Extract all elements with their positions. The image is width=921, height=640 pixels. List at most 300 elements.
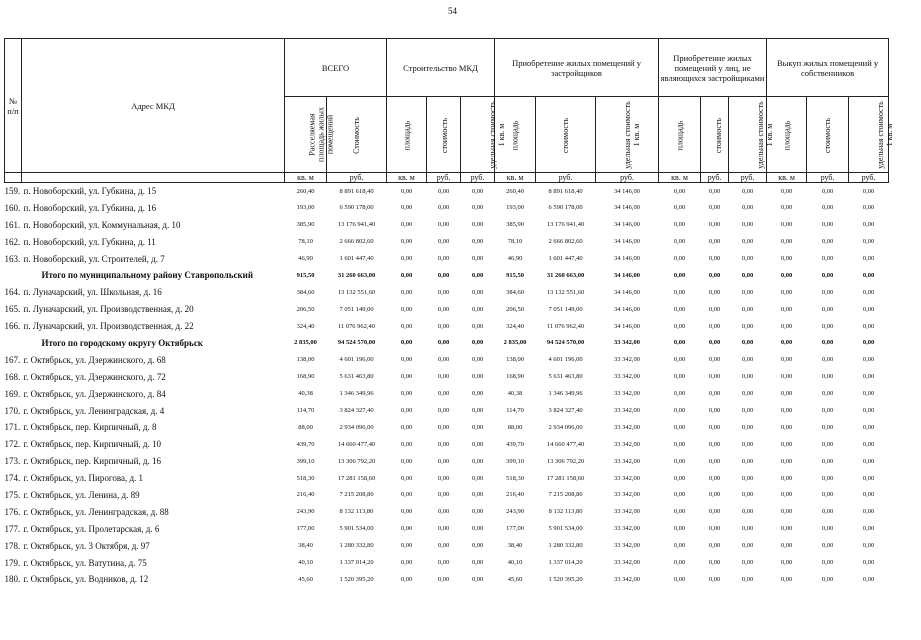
value-cell: 439,70 [506,440,524,448]
value-cell: 0,00 [437,491,450,499]
subheader-cost: стоимость [427,97,461,173]
value-cell: 0,00 [821,542,834,550]
value-cell: 0,00 [400,271,413,279]
value-cell: 0,00 [741,457,754,465]
subheader-cost-total: Стоимость [327,97,387,173]
value-cell: 8 891 618,40 [548,187,583,195]
value-cell: 0,00 [437,238,450,246]
value-cell: 0,00 [400,575,413,583]
value-cell: 2 835,00 [503,339,527,347]
value-cell: 0,00 [471,457,484,465]
value-cell: 0,00 [741,187,754,195]
table-row [5,470,889,487]
units-blank [5,173,22,183]
value-cell: 0,00 [708,474,721,482]
value-cell: 0,00 [471,474,484,482]
value-cell: 0,00 [708,390,721,398]
address-cell: п. Новоборский, ул. Губкина, д. 11 [23,236,156,247]
unit-label: руб. [729,173,767,183]
subheader-area: площадь [495,97,536,173]
value-cell: 0,00 [862,305,875,313]
page-number: 54 [448,6,457,16]
value-cell: 216,40 [296,491,315,499]
value-cell: 0,00 [780,204,793,212]
value-cell: 14 660 477,40 [546,440,585,448]
value-cell: 13 132 551,60 [546,288,585,296]
address-cell: п. Новоборский, ул. Губкина, д. 15 [23,186,157,197]
value-cell: 0,00 [673,542,686,550]
value-cell: 0,00 [862,390,875,398]
value-cell: 0,00 [780,474,793,482]
address-cell: г. Октябрьск, ул. Ленинградская, д. 4 [23,405,165,416]
value-cell: 40,10 [298,559,313,567]
value-cell: 0,00 [673,356,686,364]
value-cell: 17 281 158,60 [337,474,376,482]
value-cell: 33 342,00 [614,457,641,465]
value-cell: 0,00 [673,339,686,347]
value-cell: 0,00 [673,575,686,583]
value-cell: 0,00 [437,322,450,330]
value-cell: 0,00 [708,525,721,533]
value-cell: 168,90 [506,373,524,381]
address-cell: г. Октябрьск, ул. 3 Октября, д. 97 [23,540,150,551]
value-cell: 0,00 [780,373,793,381]
value-cell: 0,00 [437,575,450,583]
unit-label: руб. [427,173,461,183]
value-cell: 8 891 618,40 [339,187,374,195]
value-cell: 0,00 [862,491,875,499]
value-cell: 0,00 [708,407,721,415]
value-cell: 33 342,00 [614,407,641,415]
value-cell: 193,00 [296,204,315,212]
table-row [5,368,889,385]
row-number: 168. [4,371,21,382]
value-cell: 384,60 [506,288,524,296]
value-cell: 0,00 [862,339,875,347]
table-row [5,503,889,520]
value-cell: 0,00 [400,559,413,567]
value-cell: 0,00 [471,542,484,550]
value-cell: 33 342,00 [614,423,641,431]
subheader-cost: стоимость [701,97,729,173]
unit-label: руб. [849,173,889,183]
subheader-area: площадь [659,97,701,173]
value-cell: 40,38 [298,390,313,398]
value-cell: 0,00 [741,322,754,330]
table-row [5,571,889,588]
value-cell: 177,00 [296,525,315,533]
table-body [5,183,889,588]
value-cell: 2 934 096,00 [548,423,583,431]
table-row [5,351,889,368]
subtotal-label: Итого по муниципальному району Ставропольский [41,270,254,281]
value-cell: 0,00 [708,423,721,431]
value-cell: 0,00 [780,339,793,347]
value-cell: 33 342,00 [614,390,641,398]
value-cell: 38,40 [507,542,523,550]
row-number: 175. [4,489,21,500]
value-cell: 11 076 962,40 [546,322,585,330]
value-cell: 33 342,00 [614,575,641,583]
row-number: 161. [4,219,21,230]
value-cell: 0,00 [862,271,875,279]
table-row [5,487,889,504]
table-row [5,385,889,402]
value-cell: 0,00 [673,559,686,567]
value-cell: 0,00 [708,238,721,246]
row-number: 167. [4,354,21,365]
value-cell: 88,00 [298,423,313,431]
value-cell: 0,00 [400,187,413,195]
subheader-cost: стоимость [807,97,849,173]
row-number [5,335,22,352]
value-cell: 0,00 [708,440,721,448]
value-cell: 0,00 [708,187,721,195]
value-cell: 34 146,00 [614,204,641,212]
value-cell: 40,38 [507,390,523,398]
value-cell: 33 342,00 [614,440,641,448]
row-number: 173. [4,456,21,467]
row-number: 165. [4,304,21,315]
value-cell: 6 590 178,00 [339,204,374,212]
value-cell: 34 146,00 [614,271,641,279]
value-cell: 0,00 [862,575,875,583]
value-cell: 33 342,00 [614,525,641,533]
value-cell: 0,00 [673,491,686,499]
value-cell: 0,00 [741,271,754,279]
value-cell: 324,40 [296,322,315,330]
value-cell: 0,00 [471,187,484,195]
value-cell: 0,00 [780,559,793,567]
value-cell: 4 601 196,00 [339,356,374,364]
value-cell: 384,60 [296,288,315,296]
value-cell: 0,00 [437,204,450,212]
value-cell: 0,00 [741,221,754,229]
value-cell: 0,00 [821,373,834,381]
subheader-unit-cost: удельная стоимость 1 кв. м [729,97,767,173]
address-cell: г. Октябрьск, пер. Кирпичный, д. 8 [23,422,157,433]
value-cell: 0,00 [741,542,754,550]
value-cell: 0,00 [400,542,413,550]
subheader-area: площадь [387,97,427,173]
value-cell: 8 132 113,80 [339,508,374,516]
unit-label: руб. [461,173,495,183]
value-cell: 0,00 [741,575,754,583]
value-cell: 0,00 [471,238,484,246]
value-cell: 13 306 792,20 [546,457,585,465]
value-cell: 0,00 [673,525,686,533]
value-cell: 243,90 [506,508,524,516]
value-cell: 324,40 [506,322,524,330]
value-cell: 0,00 [437,187,450,195]
value-cell: 33 342,00 [614,559,641,567]
value-cell: 216,40 [506,491,524,499]
value-cell: 0,00 [673,390,686,398]
value-cell: 385,90 [296,221,315,229]
row-number: 166. [4,321,21,332]
value-cell: 0,00 [821,271,834,279]
value-cell: 0,00 [708,221,721,229]
address-cell: п. Новоборский, ул. Коммунальная, д. 10 [23,219,181,230]
unit-label: руб. [701,173,729,183]
value-cell: 0,00 [471,255,484,262]
value-cell: 0,00 [673,423,686,431]
row-number: 177. [4,523,21,534]
value-cell: 0,00 [821,423,834,431]
address-cell: г. Октябрьск, ул. Ватутина, д. 75 [23,557,147,568]
value-cell: 0,00 [780,356,793,364]
table-row [5,520,889,537]
value-cell: 0,00 [862,255,875,262]
value-cell: 0,00 [821,238,834,246]
value-cell: 0,00 [437,373,450,381]
value-cell: 0,00 [471,271,484,279]
value-cell: 7 051 149,00 [548,305,583,313]
row-number: 176. [4,506,21,517]
value-cell: 31 260 663,00 [546,271,585,279]
value-cell: 88,00 [507,423,523,431]
value-cell: 0,00 [780,322,793,330]
value-cell: 0,00 [471,204,484,212]
table-row [5,250,889,267]
value-cell: 0,00 [437,271,450,279]
value-cell: 0,00 [673,288,686,296]
value-cell: 0,00 [708,339,721,347]
value-cell: 0,00 [780,187,793,195]
value-cell: 94 524 570,00 [546,339,585,347]
value-cell: 0,00 [862,508,875,516]
value-cell: 0,00 [471,440,484,448]
value-cell: 0,00 [821,322,834,330]
value-cell: 0,00 [862,474,875,482]
value-cell: 0,00 [400,508,413,516]
value-cell: 0,00 [741,373,754,381]
value-cell: 34 146,00 [614,221,641,229]
row-number: 159. [4,186,21,197]
subheader-unit-cost: удельная стоимость 1 кв. м [849,97,889,173]
value-cell: 0,00 [471,339,484,347]
value-cell: 385,90 [506,221,524,229]
value-cell: 0,00 [780,288,793,296]
unit-label: руб. [327,173,387,183]
value-cell: 0,00 [821,559,834,567]
value-cell: 0,00 [708,356,721,364]
value-cell: 13 176 941,40 [337,221,376,229]
value-cell: 399,10 [506,457,524,465]
table-row [5,233,889,250]
value-cell: 0,00 [780,305,793,313]
value-cell: 34 146,00 [614,288,641,296]
value-cell: 0,00 [741,390,754,398]
value-cell: 0,00 [862,457,875,465]
table-row [5,554,889,571]
value-cell: 0,00 [741,356,754,364]
value-cell: 7 051 149,00 [339,305,374,313]
value-cell: 0,00 [862,322,875,330]
value-cell: 206,50 [506,305,524,313]
value-cell: 0,00 [862,440,875,448]
value-cell: 34 146,00 [614,238,641,246]
table-row [5,537,889,554]
value-cell: 1 337 014,20 [339,559,374,567]
value-cell: 0,00 [741,238,754,246]
value-cell: 1 280 332,80 [548,542,583,550]
table-row [5,419,889,436]
value-cell: 94 524 570,00 [337,339,376,347]
value-cell: 0,00 [862,221,875,229]
value-cell: 0,00 [862,559,875,567]
value-cell: 0,00 [437,339,450,347]
value-cell: 0,00 [673,255,686,262]
value-cell: 46,90 [298,255,313,262]
address-cell: г. Октябрьск, ул. Ленинградская, д. 88 [23,506,169,517]
value-cell: 0,00 [471,559,484,567]
row-number: 164. [4,287,21,298]
row-number: 163. [4,253,21,264]
value-cell: 0,00 [400,407,413,415]
value-cell: 0,00 [708,204,721,212]
unit-label: руб. [536,173,596,183]
table-row [5,436,889,453]
row-number: 171. [4,422,21,433]
value-cell: 0,00 [437,390,450,398]
address-cell: г. Октябрьск, ул. Ленина, д. 89 [23,489,140,500]
value-cell: 1 520 395,20 [548,575,583,583]
value-cell: 0,00 [673,238,686,246]
value-cell: 0,00 [400,305,413,313]
value-cell: 0,00 [741,339,754,347]
value-cell: 168,90 [296,373,315,381]
value-cell: 3 824 327,40 [548,407,583,415]
value-cell: 177,00 [506,525,524,533]
value-cell: 0,00 [741,491,754,499]
value-cell: 0,00 [780,457,793,465]
header-group-total: ВСЕГО [285,39,387,97]
value-cell: 0,00 [437,525,450,533]
value-cell: 0,00 [400,288,413,296]
value-cell: 0,00 [780,525,793,533]
value-cell: 0,00 [437,305,450,313]
value-cell: 0,00 [471,423,484,431]
value-cell: 0,00 [780,407,793,415]
value-cell: 0,00 [708,559,721,567]
value-cell: 7 215 208,80 [548,491,583,499]
value-cell: 915,50 [296,271,315,279]
value-cell: 0,00 [400,390,413,398]
header-group-developers: Приобретение жилых помещений у застройщиков [495,39,659,97]
value-cell: 38,40 [298,542,313,550]
value-cell: 0,00 [821,255,834,262]
value-cell: 0,00 [780,255,793,262]
value-cell: 0,00 [673,407,686,415]
value-cell: 0,00 [673,322,686,330]
value-cell: 34 146,00 [614,187,641,195]
value-cell: 33 342,00 [614,356,641,364]
address-cell: г. Октябрьск, ул. Пирогова, д. 1 [23,473,144,484]
value-cell: 13 132 551,60 [337,288,376,296]
value-cell: 0,00 [437,407,450,415]
value-cell: 0,00 [862,288,875,296]
value-cell: 0,00 [862,423,875,431]
value-cell: 0,00 [437,542,450,550]
value-cell: 0,00 [708,575,721,583]
value-cell: 0,00 [673,508,686,516]
value-cell: 34 146,00 [614,305,641,313]
value-cell: 915,50 [506,271,524,279]
value-cell: 0,00 [821,474,834,482]
subheader-area-resettled: Расселяемая площадь жилых помещений [285,97,327,173]
unit-label: руб. [807,173,849,183]
value-cell: 0,00 [780,491,793,499]
value-cell: 0,00 [708,271,721,279]
subtotal-label: Итого по городскому округу Октябрьск [41,337,203,348]
value-cell: 193,00 [506,204,524,212]
value-cell: 0,00 [400,423,413,431]
address-cell: г. Октябрьск, ул. Дзержинского, д. 68 [23,354,166,365]
table-row [5,199,889,216]
value-cell: 0,00 [821,221,834,229]
value-cell: 45,60 [298,575,313,583]
resettlement-table [4,38,895,588]
unit-label: кв. м [285,173,327,183]
value-cell: 1 601 447,40 [339,255,374,262]
value-cell: 0,00 [471,575,484,583]
subtotal-row [5,335,889,352]
value-cell: 0,00 [741,255,754,262]
unit-label: кв. м [495,173,536,183]
value-cell: 2 835,00 [294,339,317,347]
value-cell: 0,00 [673,373,686,381]
value-cell: 34 146,00 [614,255,641,262]
value-cell: 0,00 [400,238,413,246]
value-cell: 78,10 [298,238,313,246]
value-cell: 0,00 [437,288,450,296]
row-number: 180. [4,574,21,585]
value-cell: 0,00 [780,440,793,448]
value-cell: 0,00 [673,221,686,229]
address-cell: п. Луначарский, ул. Школьная, д. 16 [23,287,162,298]
value-cell: 0,00 [400,356,413,364]
header-group-non-developers: Приобретение жилых помещений у лиц, не являющихся застройщиками [659,39,767,97]
value-cell: 114,70 [506,407,524,415]
value-cell: 3 824 327,40 [339,407,374,415]
value-cell: 0,00 [821,339,834,347]
value-cell: 0,00 [741,407,754,415]
header-group-buyout: Выкуп жилых помещений у собственников [767,39,889,97]
unit-label: кв. м [659,173,701,183]
value-cell: 34 146,00 [614,322,641,330]
value-cell: 0,00 [400,339,413,347]
value-cell: 0,00 [862,204,875,212]
value-cell: 0,00 [673,187,686,195]
value-cell: 0,00 [437,356,450,364]
value-cell: 0,00 [437,255,450,262]
value-cell: 1 346 349,96 [548,390,583,398]
value-cell: 0,00 [741,423,754,431]
table-row [5,183,889,200]
value-cell: 0,00 [673,457,686,465]
value-cell: 138,00 [506,356,524,364]
value-cell: 0,00 [821,491,834,499]
address-cell: п. Луначарский, ул. Производственная, д. 20 [23,304,194,315]
value-cell: 0,00 [862,187,875,195]
value-cell: 0,00 [821,508,834,516]
value-cell: 1 520 395,20 [339,575,374,583]
row-number: 160. [4,202,21,213]
value-cell: 33 342,00 [614,508,641,516]
table-row [5,216,889,233]
header-address: Адрес МКД [22,39,285,173]
